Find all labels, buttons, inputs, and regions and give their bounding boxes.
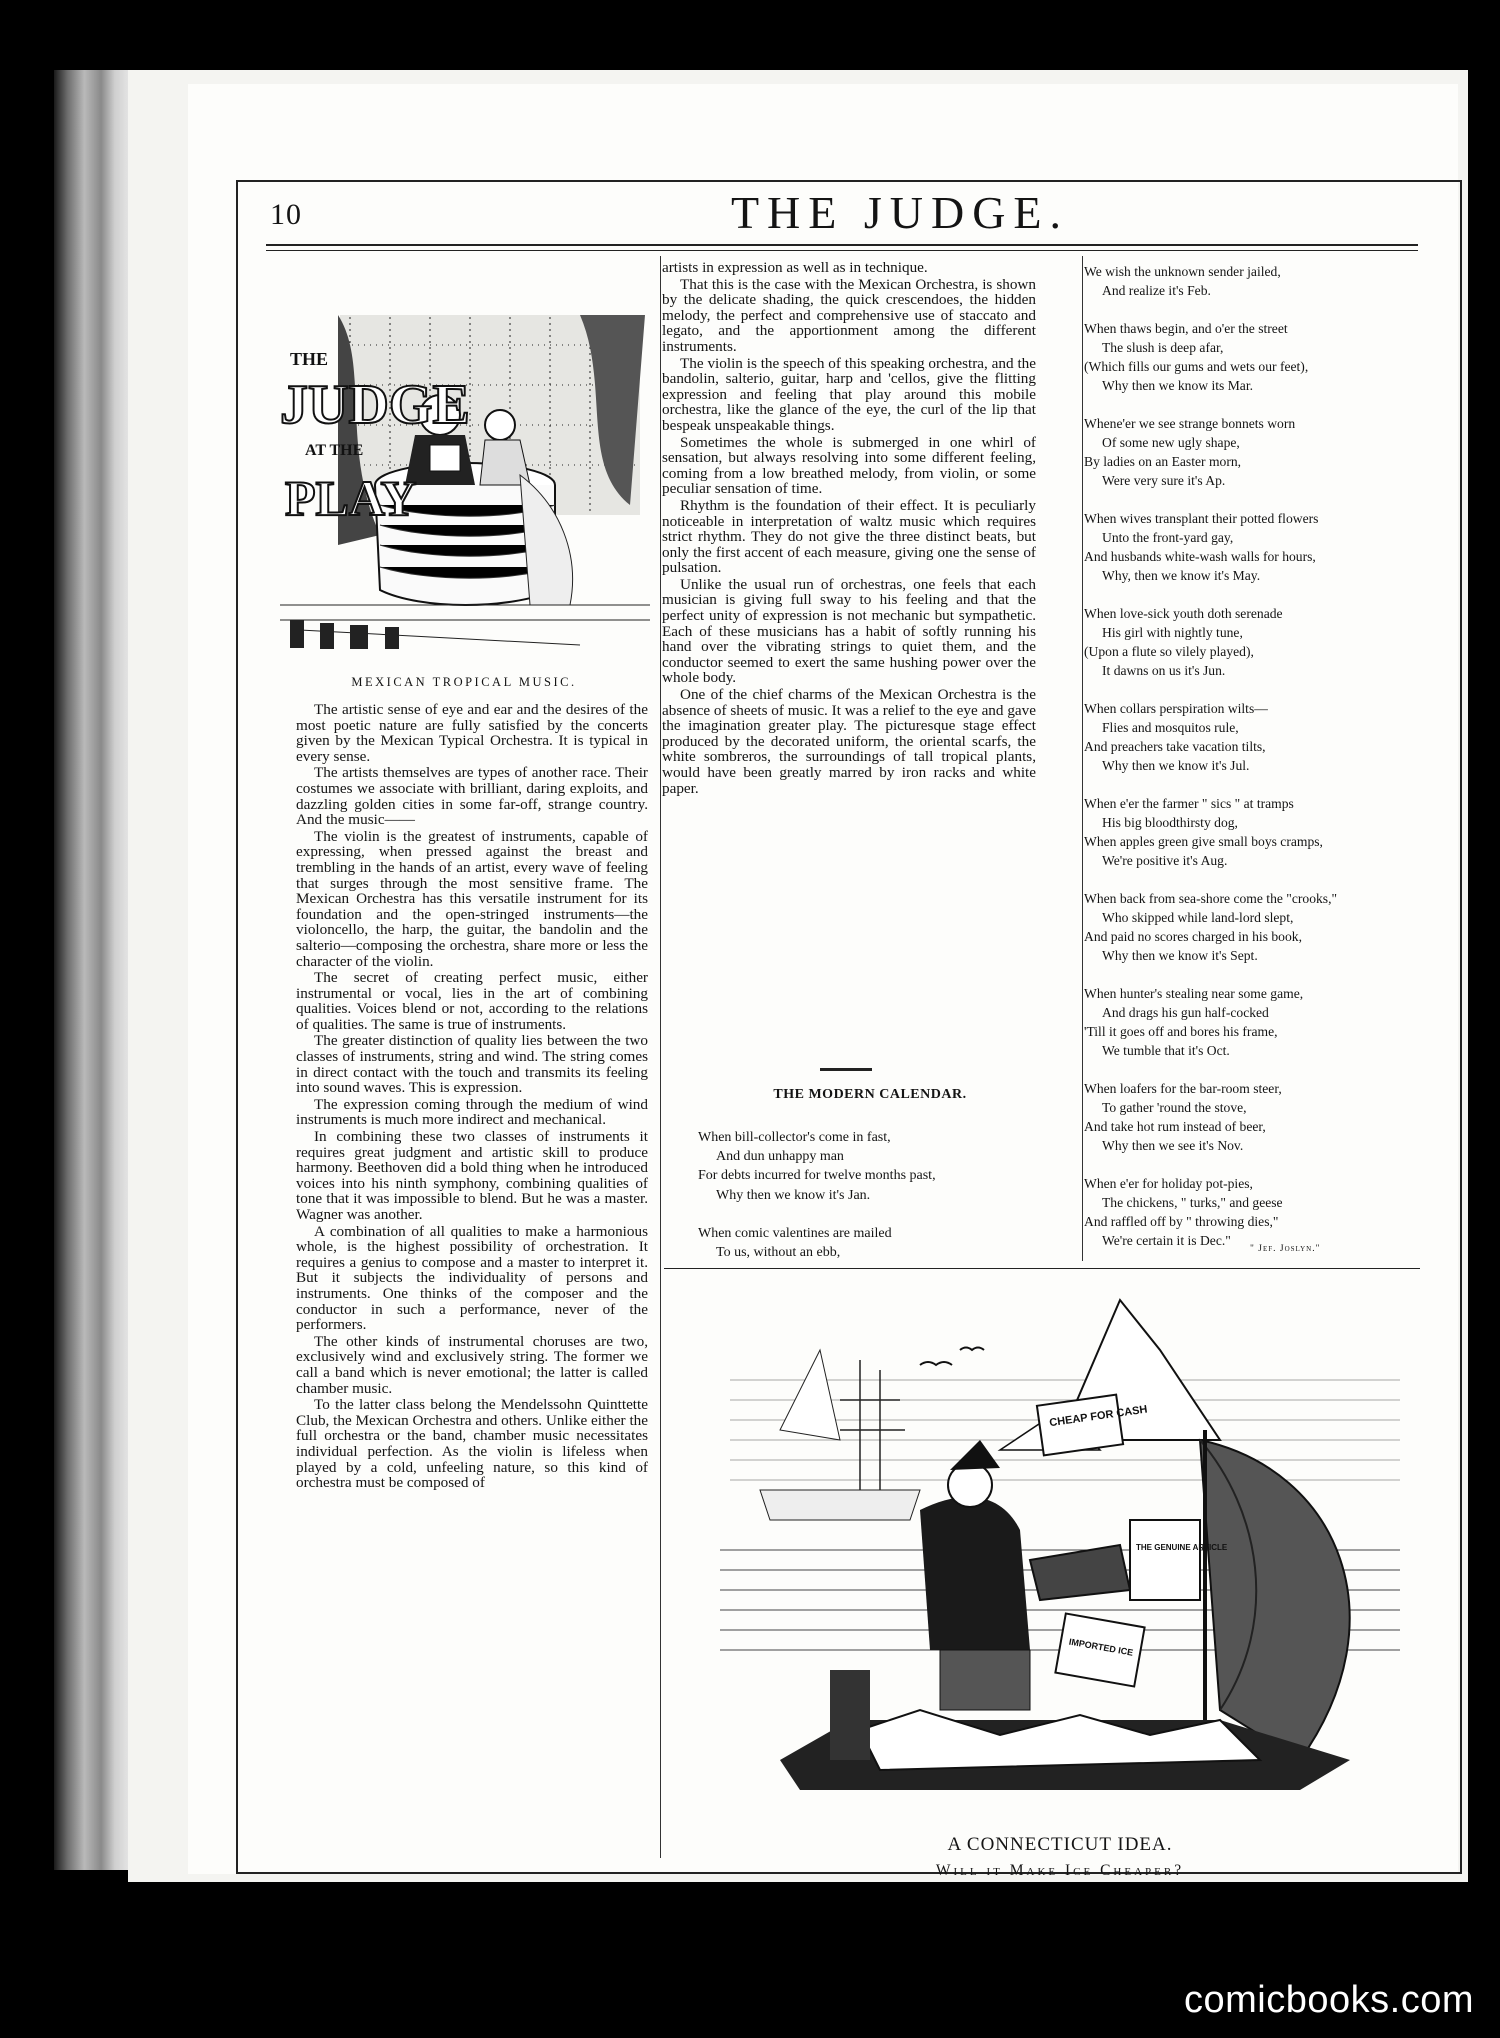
article-paragraph: A combination of all qualities to make a harmonious whole, is the highest possibility of orchestration. It requires a genius to compose and a master to interpret it. But it subjects the individuality of persons and instruments. One thinks of the composer and the conductor in such a performance, never of the performers. [296,1222,648,1334]
sign-cheap-for-cash: CHEAP FOR CASH [1048,1403,1149,1430]
illustration-caption: MEXICAN TROPICAL MUSIC. [351,675,577,689]
poem-line: And take hot rum instead of beer, [1084,1119,1266,1134]
cartoon-caption-subtitle: Will it Make Ice Cheaper? [935,1862,1185,1879]
poem-line: His girl with nightly tune, [1102,625,1243,640]
article-paragraph: The violin is the speech of this speaking orchestra, and the bandolin, salterio, guitar, harp and 'cellos, give the flitting expression and feeling that play around this mobile orchestra, like the glance of the eye, the curl of the lip that bespeak unspeakable things. [662,354,1036,434]
poem-line: Why then we know it's Sept. [1102,948,1258,963]
poem-stanza [1084,319,1337,395]
poem-line: And dun unhappy man [716,1149,844,1165]
cartoon-caption-title: A CONNECTICUT IDEA. [947,1834,1173,1855]
poem-line: Why then we know it's Jul. [1102,758,1250,773]
poem-title: THE MODERN CALENDAR. [773,1087,967,1102]
article-column-1 [296,702,648,1491]
article-column-2 [662,260,1036,796]
poem-line: To gather 'round the stove, [1102,1100,1247,1115]
article-paragraph: The violin is the greatest of instruments, capable of expressing, when pressed against the breast and trembling in the hands of an artist, every wave of feeling that surges through the most sensitive frame. The Mexican Orchestra has this versatile instrument for its foundation and the open-stringed instruments—the violoncello, the harp, the guitar, the bandolin and the salterio—composing the orchestra, share more or less the character of the violin. [296,827,648,970]
sign-imported-ice: IMPORTED ICE [1068,1636,1134,1658]
poem-line: His big bloodthirsty dog, [1102,815,1238,830]
poem-line: When wives transplant their potted flowers [1084,511,1319,526]
poem-stanza [1084,1079,1337,1155]
article-paragraph: To the latter class belong the Mendelssohn Quinttette Club, the Mexican Orchestra and others. Unlike either the full orchestra or the band, chamber music necessitates individual perfection. As the violin is lifeless when played by a cold, unfeeling nature, so this kind of orchestra must be composed of [296,1396,648,1492]
article-paragraph: The other kinds of instrumental choruses are two, exclusively wind and exclusively string. The former we call a band which is never emotional; the latter is called chamber music. [296,1332,648,1397]
poem-line: When back from sea-shore come the "crooks," [1084,891,1338,906]
poem-line: 'Till it goes off and bores his frame, [1084,1024,1278,1039]
poem-line: Why then we know it's Jan. [716,1187,871,1203]
poem-stanza [698,1224,936,1262]
article-paragraph: The greater distinction of quality lies between the two classes of instruments, string and wind. The string comes in direct contact with the touch and transmits its feeling into sound waves. This is expression. [296,1032,648,1097]
poem-line: We wish the unknown sender jailed, [1084,264,1281,279]
article-paragraph: The artists themselves are types of another race. Their costumes we associate with brilliant, daring exploits, and dazzling golden cities in some far-off, strange country. And the music—— [296,764,648,829]
poem-part-2 [1084,262,1337,1250]
poem-line: To us, without an ebb, [716,1245,841,1261]
judge-at-the-play-illustration [280,305,650,660]
illustration-title-play: PLAY [285,470,417,526]
poem-line: When love-sick youth doth serenade [1084,606,1283,621]
poem-stanza [1084,604,1337,680]
poem-stanza [1084,984,1337,1060]
article-paragraph: The secret of creating perfect music, either instrumental or vocal, lies in the art of combining qualities. Voices blend or not, according to the relations of qualities. The same is true of instruments. [296,969,648,1033]
article-paragraph: In combining these two classes of instruments it requires great judgment and artistic skill to produce harmony. Beethoven did a bold thing when he introduced voices into his ninth symphony, combining qualities of tone that it was impossible to blend. But he was a master. Wagner was another. [296,1128,648,1223]
poem-line: And preachers take vacation tilts, [1084,739,1266,754]
poem-line: When e'er the farmer " sics " at tramps [1084,796,1294,811]
article-paragraph: The artistic sense of eye and ear and the desires of the most poetic nature are fully satisfied by the concerts given by the Mexican Typical Orchestra. It is typical in every sense. [296,701,648,765]
poem-line: Why, then we know it's May. [1102,568,1261,583]
poem-stanza [1084,262,1337,300]
illustration-title-the: THE [290,349,329,369]
poem-line: Were very sure it's Ap. [1102,473,1226,488]
illustration-title-judge: JUDGE [280,374,470,436]
poem-line: When comic valentines are mailed [698,1225,892,1241]
site-watermark: comicbooks.com [1184,1979,1474,2021]
article-paragraph: The expression coming through the medium of wind instruments is much more indirect and mechanical. [296,1095,648,1129]
column-divider [1082,256,1083,1261]
poem-line: And paid no scores charged in his book, [1084,929,1302,944]
poem-line: We're certain it is Dec." [1102,1233,1231,1248]
article-paragraph: artists in expression as well as in technique. [662,259,928,276]
article-paragraph: One of the chief charms of the Mexican Orchestra is the absence of sheets of music. It was a relief to the eye and gave the imagination greater play. The picturesque stage effect produced by the decorated uniform, the oriental scarfs, the white sombreros, the surroundings of tall tropical plants, would have been greatly marred by iron racks and white paper. [662,686,1036,797]
article-paragraph: That this is the case with the Mexican Orchestra, is shown by the delicate shading, the quick crescendoes, the hidden melody, the perfect and comprehensive use of staccato and legato, and the apportionment among the different instruments. [662,275,1036,355]
poem-line: When e'er for holiday pot-pies, [1084,1176,1253,1191]
poem-line: Of some new ugly shape, [1102,435,1240,450]
poem-line: For debts incurred for twelve months past, [698,1168,936,1184]
article-paragraph: Unlike the usual run of orchestras, one feels that each musician is giving full sway to his feeling and that the perfect unity of expression is not mechanic but sympathetic. Each of these musicians has a habit of softly running his hand over the vibrating strings to quiet them, and the conductor seemed to exert the same hushing power over the whole body. [662,575,1036,687]
article-paragraph: Sometimes the whole is submerged in one whirl of sensation, but always resolving into some different feeling, coming from a low breathed melody, from violin, or some peculiar sensation of time. [662,433,1036,498]
poem-line: We tumble that it's Oct. [1102,1043,1230,1058]
poem-stanza [1084,699,1337,775]
poem-line: When thaws begin, and o'er the street [1084,321,1288,336]
poem-line: When hunter's stealing near some game, [1084,986,1304,1001]
header-rule [266,244,1418,246]
poem-line: Flies and mosquitos rule, [1102,720,1239,735]
poem-line: And raffled off by " throwing dies," [1084,1214,1279,1229]
poem-line: Whene'er we see strange bonnets worn [1084,416,1296,431]
poem-line: When apples green give small boys cramps, [1084,834,1323,849]
poem-line: When loafers for the bar-room steer, [1084,1081,1282,1096]
poem-line: Why then we see it's Nov. [1102,1138,1244,1153]
header-rule-thin [266,250,1418,251]
poem-line: When bill-collector's come in fast, [698,1130,891,1145]
poem-line: The slush is deep afar, [1102,340,1224,355]
poem-line: Who skipped while land-lord slept, [1102,910,1294,925]
poem-line: Unto the front-yard gay, [1102,530,1234,545]
column-divider [660,256,661,1858]
book-spine [54,70,130,1870]
poem-part-1 [698,1128,936,1281]
poem-line: And realize it's Feb. [1102,283,1211,298]
poem-stanza [1084,414,1337,490]
poem-signature: " Jef. Joslyn." [1250,1244,1321,1254]
poem-line: By ladies on an Easter morn, [1084,454,1242,469]
masthead-title: THE JUDGE. [730,187,1070,238]
poem-stanza [1084,509,1337,585]
poem-stanza [1084,1174,1337,1250]
article-paragraph: Rhythm is the foundation of their effect. It is peculiarly noticeable in interpretation of waltz music which requires strict rhythm. They do not give the three distinct beats, but only the first accent of each measure, giving one the sense of pulsation. [662,496,1036,577]
poem-line: (Upon a flute so vilely played), [1084,644,1254,659]
sign-genuine-article: THE GENUINE ARTICLE [1136,1543,1228,1552]
poem-line: When collars perspiration wilts— [1084,701,1268,716]
poem-stanza [698,1128,936,1205]
poem-line: And husbands white-wash walls for hours, [1084,549,1316,564]
connecticut-idea-cartoon [700,1290,1420,1820]
poem-line: We're positive it's Aug. [1102,853,1228,868]
poem-line: It dawns on us it's Jun. [1102,663,1226,678]
poem-line: (Which fills our gums and wets our feet), [1084,359,1309,374]
page-number: 10 [270,198,302,231]
ornament-rule [820,1068,872,1071]
poem-stanza [1084,889,1337,965]
poem-line: And drags his gun half-cocked [1102,1005,1269,1020]
poem-stanza [1084,794,1337,870]
poem-line: Why then we know its Mar. [1102,378,1254,393]
illustration-title-at-the: AT THE [305,442,364,459]
poem-line: The chickens, " turks," and geese [1102,1195,1283,1210]
